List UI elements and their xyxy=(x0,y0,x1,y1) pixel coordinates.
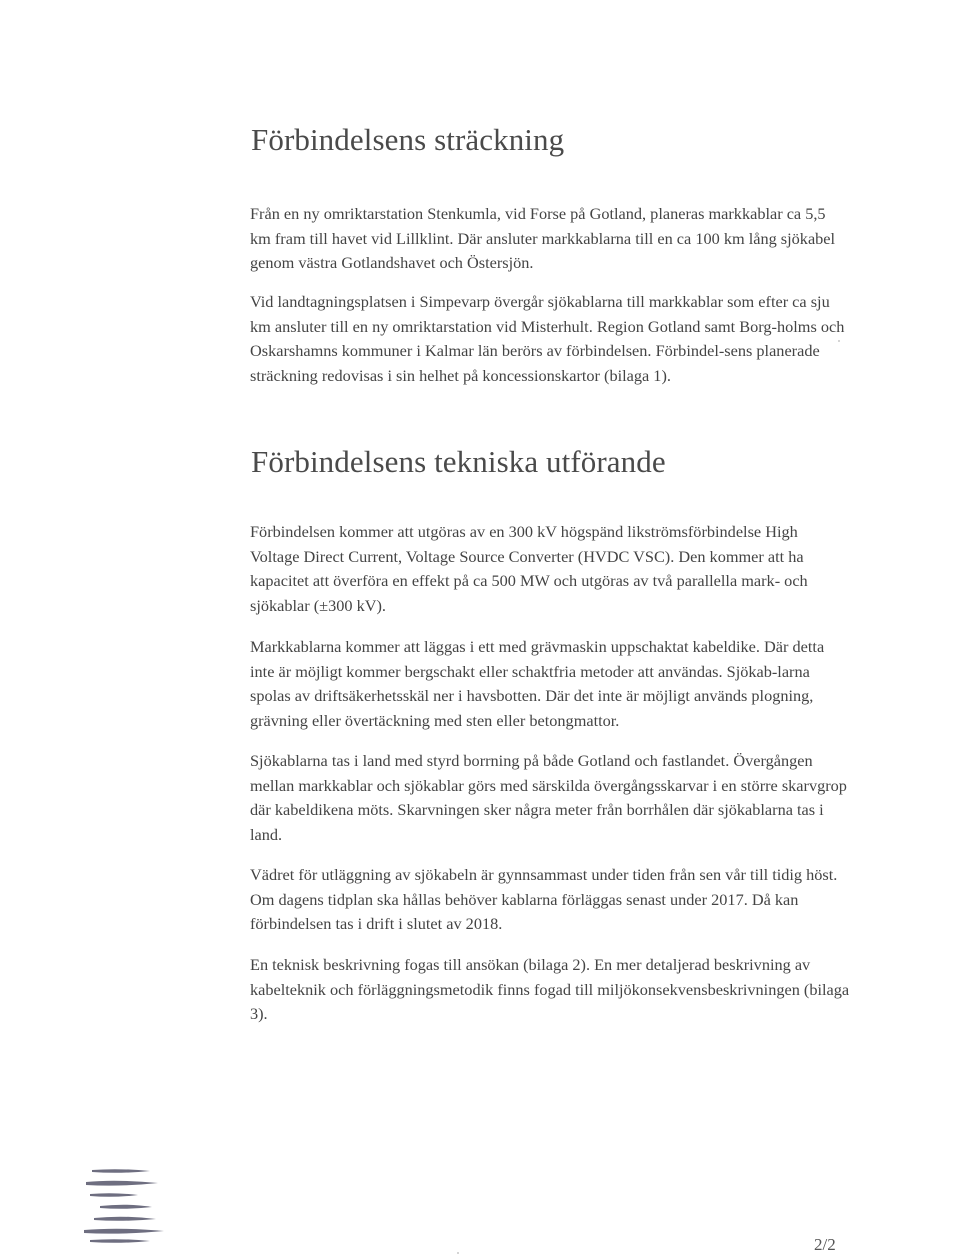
paragraph-technical-1: Förbindelsen kommer att utgöras av en 300 kV högspänd likströmsförbindelse High Voltage Direct Current, Voltage Source Converter (HVDC VSC). Den kommer att ha kapacitet att överföra en effekt på ca 500 MW och utgöras av två parallella mark- och sjökablar (±300 kV). xyxy=(250,522,808,615)
section-heading-technical: Förbindelsens tekniska utförande xyxy=(251,444,666,479)
striped-wave-logo-icon xyxy=(80,1166,180,1246)
paragraph-route-2: Vid landtagningsplatsen i Simpevarp övergår sjökablarna till markkablar som efter ca sju km ansluter till en ny omriktarstation vid Misterhult. Region Gotland samt Borg-holms och Oskarshamns kommuner i Kalmar län berörs av förbindelsen. Förbindel-sens planerade sträckning redovisas i sin helhet på koncessionskartor (bilaga 1). xyxy=(250,292,845,385)
section-heading-route: Förbindelsens sträckning xyxy=(251,122,565,157)
scan-speck xyxy=(838,340,840,342)
paragraph-technical-4: Vädret för utläggning av sjökabeln är gynnsammast under tiden från sen vår till tidig höst. Om dagens tidplan ska hållas behöver kablarna förläggas senast under 2017. Då kan förbindelsen tas i drift i slutet av 2018. xyxy=(250,865,838,933)
scan-speck xyxy=(457,1252,459,1254)
paragraph-route-1: Från en ny omriktarstation Stenkumla, vid Forse på Gotland, planeras markkablar ca 5,5 km fram till havet vid Lillklint. Där ansluter markkablarna till en ca 100 km lång sjökabel genom västra Gotlandshavet och Östersjön. xyxy=(250,204,836,272)
paragraph-technical-3: Sjökablarna tas i land med styrd borrning på både Gotland och fastlandet. Övergången mellan markkablar och sjökablar görs med särskilda övergångsskarvar i en större skarvgrop där kabeldikena möts. Skarvningen sker några meter från borrhålen där sjökablarna tas i land. xyxy=(250,751,847,844)
paragraph-technical-5: En teknisk beskrivning fogas till ansökan (bilaga 2). En mer detaljerad beskrivning av kabelteknik och förläggningsmetodik finns fogad till miljökonsekvensbeskrivningen (bilaga 3). xyxy=(250,955,850,1023)
paragraph-technical-2: Markkablarna kommer att läggas i ett med grävmaskin uppschaktat kabeldike. Där detta inte är möjligt kommer bergschakt eller schaktfria metoder att användas. Sjökab-larna spolas av driftsäkerhetsskäl ner i havsbotten. Där det inte är möjligt används plogning, grävning eller övertäckning med sten eller betongmattor. xyxy=(250,637,825,730)
page-number: 2/2 xyxy=(814,1235,836,1254)
